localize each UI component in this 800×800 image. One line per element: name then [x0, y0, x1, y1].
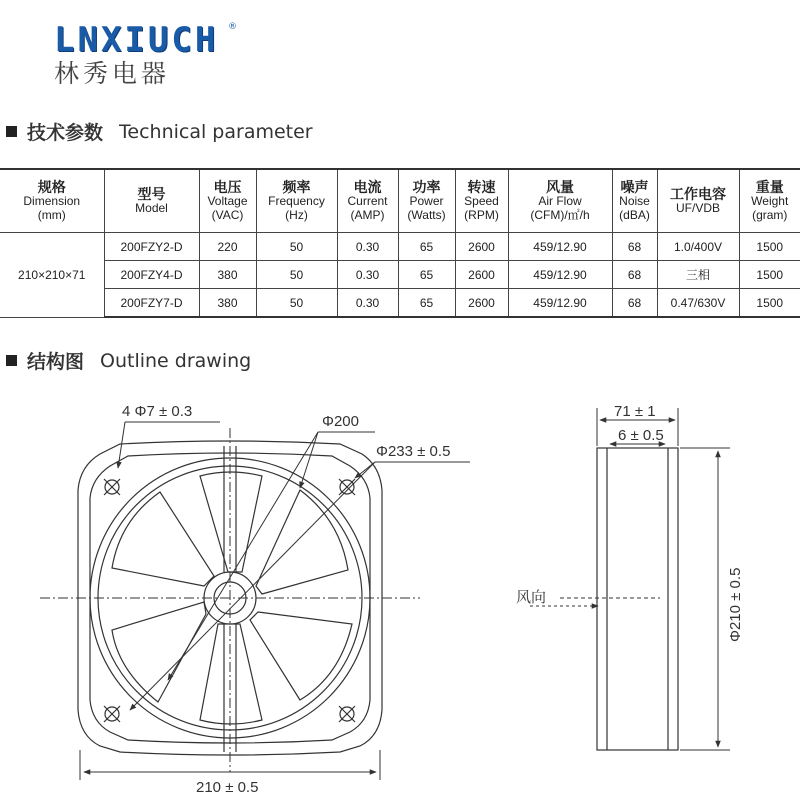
col-header: 电流 Current (AMP): [337, 169, 398, 233]
table-cell: 68: [612, 261, 657, 289]
width-label: 210 ± 0.5: [196, 779, 259, 796]
table-cell: 1.0/400V: [657, 233, 739, 261]
dimension-cell: 210×210×71: [0, 233, 104, 318]
table-cell: 68: [612, 289, 657, 318]
table-cell: 0.30: [337, 289, 398, 318]
table-cell: 50: [256, 289, 337, 318]
section-title-en: Outline drawing: [100, 349, 252, 372]
table-cell: 68: [612, 233, 657, 261]
table-cell: 459/12.90: [508, 261, 612, 289]
table-cell: 1500: [739, 261, 800, 289]
table-cell: 220: [199, 233, 256, 261]
fan-side-view: [597, 448, 678, 750]
table-cell: 459/12.90: [508, 289, 612, 318]
col-header: 噪声 Noise (dBA): [612, 169, 657, 233]
side-dimension-leaders: [530, 408, 730, 750]
table-cell: 50: [256, 261, 337, 289]
registered-mark: ®: [228, 22, 237, 32]
col-header: 转速 Speed (RPM): [455, 169, 508, 233]
table-cell: 200FZY2-D: [104, 233, 199, 261]
section-title-cn: 结构图: [27, 351, 85, 373]
table-cell: 0.30: [337, 233, 398, 261]
table-row: [0, 261, 800, 289]
table-cell: 380: [199, 261, 256, 289]
section-title-cn: 技术参数: [27, 122, 104, 144]
section-title-outline: [6, 347, 251, 374]
col-header: 功率 Power (Watts): [398, 169, 455, 233]
height-label: Φ210 ± 0.5: [727, 567, 744, 642]
spec-table: [0, 168, 800, 318]
col-header: 重量 Weight (gram): [739, 169, 800, 233]
bullet-square-icon: [6, 126, 17, 137]
table-row: [0, 289, 800, 318]
col-header: 频率 Frequency (Hz): [256, 169, 337, 233]
holes-dimension-label: 4 Φ7 ± 0.3: [122, 403, 193, 420]
phi233-label: Φ233 ± 0.5: [376, 443, 451, 460]
table-header-row: [0, 169, 800, 233]
table-cell: 三相: [657, 261, 739, 289]
airflow-label: 风向: [516, 589, 547, 606]
depth-flange-label: 6 ± 0.5: [618, 427, 664, 444]
col-header: 规格 Dimension (mm): [0, 169, 104, 233]
brand-name: LNXIUCH: [54, 20, 219, 60]
table-cell: 0.30: [337, 261, 398, 289]
table-cell: 1500: [739, 233, 800, 261]
table-cell: 2600: [455, 289, 508, 318]
table-cell: 2600: [455, 233, 508, 261]
col-header: 工作电容 UF/VDB: [657, 169, 739, 233]
table-cell: 459/12.90: [508, 233, 612, 261]
col-header: 电压 Voltage (VAC): [199, 169, 256, 233]
brand-logo: [54, 22, 244, 88]
table-cell: 65: [398, 233, 455, 261]
col-header: 风量 Air Flow (CFM)/㎡/h: [508, 169, 612, 233]
phi200-label: Φ200: [322, 413, 359, 430]
outline-drawing: [0, 380, 800, 800]
table-cell: 65: [398, 261, 455, 289]
table-cell: 1500: [739, 289, 800, 318]
depth-total-label: 71 ± 1: [614, 403, 656, 420]
section-title-technical: [6, 118, 313, 145]
table-row: [0, 233, 800, 261]
section-title-en: Technical parameter: [119, 120, 313, 143]
table-cell: 380: [199, 289, 256, 318]
dimension-leaders: [80, 422, 470, 780]
table-cell: 200FZY7-D: [104, 289, 199, 318]
table-cell: 2600: [455, 261, 508, 289]
brand-chinese-name: 林秀电器: [54, 59, 171, 88]
bullet-square-icon: [6, 355, 17, 366]
table-cell: 200FZY4-D: [104, 261, 199, 289]
col-header: 型号 Model: [104, 169, 199, 233]
table-cell: 0.47/630V: [657, 289, 739, 318]
table-cell: 50: [256, 233, 337, 261]
table-cell: 65: [398, 289, 455, 318]
